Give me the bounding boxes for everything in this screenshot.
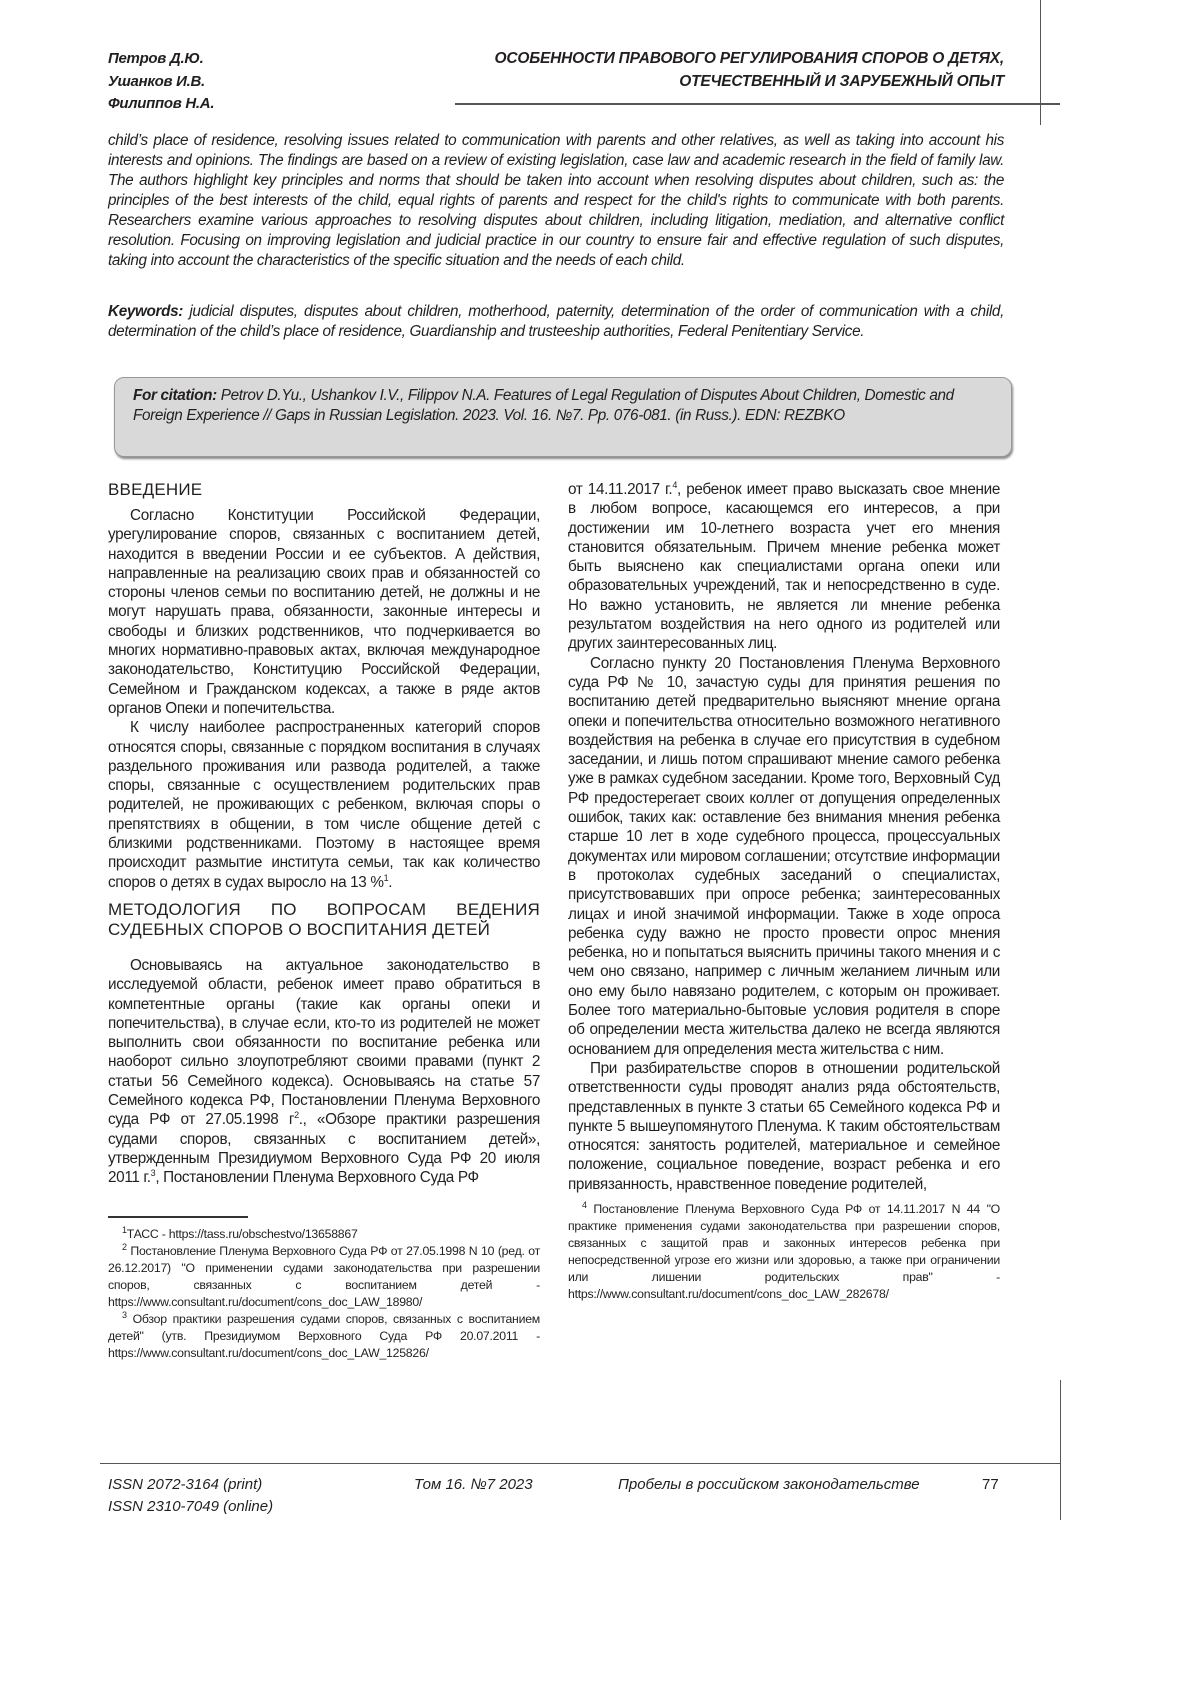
running-title-line: ОТЕЧЕСТВЕННЫЙ И ЗАРУБЕЖНЫЙ ОПЫТ <box>494 71 1004 94</box>
paragraph-text: от 14.11.2017 г. <box>568 481 672 498</box>
footnote-ref: 3 <box>151 1168 156 1178</box>
footnote <box>108 1226 540 1243</box>
footnotes <box>108 1226 540 1362</box>
section-heading: ВВЕДЕНИЕ <box>108 480 540 500</box>
footnotes <box>568 1200 1000 1303</box>
running-title <box>494 48 1004 93</box>
citation-text: Petrov D.Yu., Ushankov I.V., Filippov N.A. Features of Legal Regulation of Disputes About Children, Domestic and Foreign Experience // Gaps in Russian Legislation. 2023. Vol. 16. №7. Pp. 076-081. (in Russ.). EDN: REZBKO <box>133 387 954 424</box>
running-title-line: ОСОБЕННОСТИ ПРАВОВОГО РЕГУЛИРОВАНИЯ СПОРОВ О ДЕТЯХ, <box>494 48 1004 71</box>
paragraph: Согласно пункту 20 Постановления Пленума Верховного суда РФ № 10, зачастую суды для принятия решения по воспитанию детей предварительно выясняют мнение органа опеки и попечительства относительно возможного негативного воздействия на ребенка в случае его присутствия в судебном заседании, и лишь потом спрашивают мнение самого ребенка уже в рамках судебном заседании. Кроме того, Верховный Суд РФ предостерегает своих коллег от допущения определенных ошибок, таких как: оставление без внимания мнения ребенка старше 10 лет в ходе судебного процесса, процессуальных документах или мировом соглашении; отсутствие информации в протоколах судебных заседаний о специалистах, присутствовавших при опросе ребенка; заинтересованных лицах и иной значимой информации. Также в ходе опроса ребенка суду важно не просто провести опрос мнения ребенка, но и попытаться выяснить причины такого мнения и с чем оно связано, например с личным желанием личным или оно ему было навязано родителем, с которым он проживает. Более того материально-бытовые условия родителя в споре об определении места жительства далеко не всегда являются основанием для определения места жительства с ним. <box>568 654 1000 1059</box>
paragraph <box>108 718 540 892</box>
keywords <box>108 302 1004 342</box>
paragraph-text: К числу наиболее распространенных категорий споров относятся споры, связанные с порядком воспитания в случаях раздельного проживания или развода родителей, а также споры, связанные с осуществлением родительских прав родителей, не проживающих с ребенком, включая споры о препятствиях в общении, в том числе общение детей с близкими родственниками. Поэтому в настоящее время происходит размытие института семьи, так как количество споров о детях в судах выросло на 13 % <box>108 719 540 890</box>
footnote <box>568 1201 1000 1303</box>
left-column <box>108 480 540 1362</box>
journal-name: Пробелы в российском законодательстве <box>618 1474 920 1496</box>
paragraph: При разбирательстве споров в отношении родительской ответственности суды проводят анализ ряда обстоятельств, представленных в пункте 3 статьи 65 Семейного кодекса РФ и пункте 5 вышеупомянутого Пленума. К таким обстоятельствам относятся: занятость родителей, материальное и семейное положение, социальное поведение, возраст ребенка и его привязанность, нравственное поведение родителей, <box>568 1059 1000 1194</box>
paragraph <box>568 480 1000 654</box>
paragraph-text: Основываясь на актуальное законодательство в исследуемой области, ребенок имеет право обратиться в компетентные органы (такие как органы опеки и попечительства), в случае если, кто-то из родителей не может выполнить свои обязанности по воспитание ребенка или наоборот сильно злоупотребляют своими правами (пункт 2 статьи 56 Семейного кодекса). Основываясь на статье 57 Семейного кодекса РФ, Постановлении Пленума Верховного суда РФ от 27.05.1998 г <box>108 957 540 1128</box>
paragraph-text: , ребенок имеет право высказать свое мнение в любом вопросе, касающемся его интересов, а при достижении им 10-летнего возраста учет его мнения становится обязательным. Причем мнение ребенка может быть выяснено как специалистами органа опеки или образовательных учреждений, так и непосредственно в суде. Но важно установить, не является ли мнение ребенка результатом воздействия на него одного из родителей или других заинтересованных лиц. <box>568 481 1000 652</box>
header-vertical-rule <box>1040 0 1041 125</box>
footnote-number: 3 <box>122 1309 127 1319</box>
issn <box>108 1474 273 1518</box>
footnote-text: ТАСС - https://tass.ru/obschestvo/13658867 <box>127 1227 358 1241</box>
author-name: Ушанков И.В. <box>108 71 214 94</box>
footnote-ref: 2 <box>294 1110 299 1120</box>
footnote-rule <box>108 1216 248 1218</box>
footnote-text: Постановление Пленума Верховного Суда РФ от 14.11.2017 N 44 "О практике применения судами законодательства при разрешении споров, связанных с защитой прав и законных интересов ребенка при непосредственной угрозе его жизни или здоровью, а также при ограничении или лишении родительских прав" - https://www.consultant.ru/document/cons_doc_LAW_282678/ <box>568 1202 1000 1301</box>
footnote <box>108 1311 540 1362</box>
footnote-number: 1 <box>122 1224 127 1234</box>
volume: Том 16. №7 2023 <box>414 1474 533 1496</box>
issn-print: ISSN 2072-3164 (print) <box>108 1474 273 1496</box>
footnote-ref: 1 <box>384 873 389 883</box>
paragraph <box>108 956 540 1188</box>
right-column <box>568 480 1000 1303</box>
footer-rule <box>100 1463 1060 1464</box>
author-name: Петров Д.Ю. <box>108 48 214 71</box>
authors <box>108 48 214 116</box>
footnote-text: Постановление Пленума Верховного Суда РФ от 27.05.1998 N 10 (ред. от 26.12.2017) "О применении судами законодательства при разрешении споров, связанных с воспитанием детей - https://www.consultant.ru/document/cons_doc_LAW_18980/ <box>108 1244 540 1309</box>
page-number: 77 <box>982 1474 999 1496</box>
footnote-ref: 4 <box>672 480 677 490</box>
issn-online: ISSN 2310-7049 (online) <box>108 1496 273 1518</box>
author-name: Филиппов Н.А. <box>108 93 214 116</box>
citation-box <box>114 377 1012 457</box>
footnote-number: 2 <box>122 1241 127 1251</box>
paragraph: Согласно Конституции Российской Федерации, урегулирование споров, связанных с воспитанием детей, находится в введении России и ее субъектов. А действия, направленные на реализацию своих прав и обязанностей со стороны членов семьи по воспитанию детей, не должны и не могут нарушать права, обязанности, законные интересы и свободы и близких родственников, что подчеркивается во многих нормативно-правовых актах, включая международное законодательство, Конституцию Российской Федерации, Семейном и Гражданском кодексах, а также в ряде актов органов Опеки и попечительства. <box>108 506 540 718</box>
footnote-text: Обзор практики разрешения судами споров, связанных с воспитанием детей" (утв. Президиумом Верховного Суда РФ 20.07.2011 - https://www.consultant.ru/document/cons_doc_LAW_125826/ <box>108 1312 540 1360</box>
keywords-text: judicial disputes, disputes about children, motherhood, paternity, determination of the order of communication with a child, determination of the child’s place of residence, Guardianship and trusteeship authorities, Federal Penitentiary Service. <box>108 303 1004 340</box>
footer-vertical-rule <box>1060 1380 1061 1520</box>
paragraph-text: , Постановлении Пленума Верховного Суда РФ <box>155 1169 479 1186</box>
abstract: child’s place of residence, resolving issues related to communication with parents and other relatives, as well as taking into account his interests and opinions. The findings are based on a review of existing legislation, case law and academic research in the field of family law. The authors highlight key principles and norms that should be taken into account when resolving disputes about children, such as: the principles of the best interests of the child, equal rights of parents and respect for the child's rights to communicate with both parents. Researchers examine various approaches to resolving disputes about children, including litigation, mediation, and alternative conflict resolution. Focusing on improving legislation and judicial practice in our country to ensure fair and effective regulation of such disputes, taking into account the characteristics of the specific situation and the needs of each child. <box>108 131 1004 271</box>
footnote-number: 4 <box>582 1200 587 1210</box>
header-rule <box>455 103 1060 105</box>
citation-label: For citation: <box>133 387 217 404</box>
footnote <box>108 1243 540 1311</box>
keywords-label: Keywords: <box>108 303 183 320</box>
section-heading: МЕТОДОЛОГИЯ ПО ВОПРОСАМ ВЕДЕНИЯ СУДЕБНЫХ СПОРОВ О ВОСПИТАНИЯ ДЕТЕЙ <box>108 900 540 940</box>
paragraph-text: ., «Обзоре практики разрешения судами споров, связанных с воспитанием детей», утвержденным Президиумом Верховного Суда РФ 20 июля 2011 г. <box>108 1111 540 1186</box>
paragraph-text: . <box>388 874 392 891</box>
